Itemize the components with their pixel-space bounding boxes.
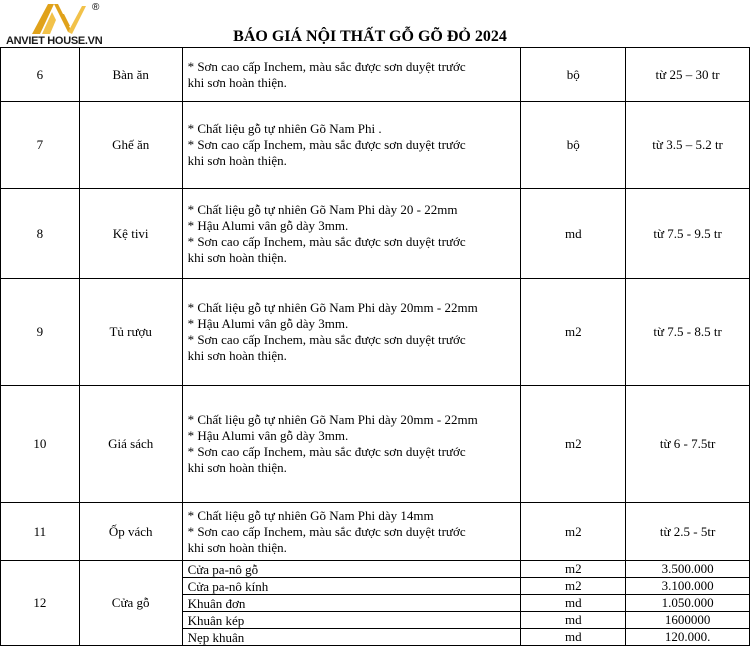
unit-cell: m2: [521, 503, 626, 561]
registered-mark: ®: [92, 2, 100, 13]
description-line: * Chất liệu gỗ tự nhiên Gõ Nam Phi dày 14mm: [187, 507, 434, 523]
logo-text: ANVIET HOUSE.VN: [6, 35, 103, 47]
description-line: khi sơn hoàn thiện.: [187, 348, 287, 363]
product-name: Tủ rượu: [79, 279, 182, 386]
description-line: * Sơn cao cấp Inchem, màu sắc được sơn duyệt trước: [187, 332, 466, 347]
price-cell: 1600000: [626, 612, 750, 629]
description-line: khi sơn hoàn thiện.: [187, 153, 287, 168]
description-line: khi sơn hoàn thiện.: [187, 249, 287, 265]
row-number: 7: [1, 102, 80, 189]
sub-item-description: Khuân kép: [182, 612, 521, 629]
unit-cell: md: [521, 612, 626, 629]
unit-cell: m2: [521, 578, 626, 595]
row-number: 9: [1, 279, 80, 386]
product-name: Kệ tivi: [79, 189, 182, 279]
product-name: Giá sách: [79, 386, 182, 503]
company-logo: [6, 2, 110, 46]
description-line: khi sơn hoàn thiện.: [187, 74, 287, 90]
unit-cell: bộ: [521, 48, 626, 102]
table-row: [1, 561, 750, 578]
price-cell: từ 2.5 - 5tr: [626, 503, 750, 561]
price-table: [0, 47, 750, 646]
unit-cell: md: [521, 595, 626, 612]
description-line: * Chất liệu gỗ tự nhiên Gõ Nam Phi dày 20 - 22mm: [187, 201, 458, 217]
price-cell: 120.000.: [626, 629, 750, 646]
sub-item-description: Cửa pa-nô gỗ: [182, 561, 521, 578]
sub-item-description: Khuân đơn: [182, 595, 521, 612]
description-line: khi sơn hoàn thiện.: [187, 539, 287, 555]
price-cell: 3.100.000: [626, 578, 750, 595]
table-row: [1, 386, 750, 503]
table-row: [1, 279, 750, 386]
description-line: * Sơn cao cấp Inchem, màu sắc được sơn duyệt trước: [187, 58, 466, 74]
price-cell: 3.500.000: [626, 561, 750, 578]
product-description: [182, 279, 521, 386]
price-cell: từ 7.5 - 8.5 tr: [626, 279, 750, 386]
unit-cell: m2: [521, 279, 626, 386]
product-description: [182, 102, 521, 189]
page-header: [0, 0, 750, 47]
logo-mark-icon: [28, 2, 88, 36]
table-row: [1, 503, 750, 561]
table-row: [1, 189, 750, 279]
sub-item-description: Cửa pa-nô kính: [182, 578, 521, 595]
description-line: * Sơn cao cấp Inchem, màu sắc được sơn duyệt trước: [187, 233, 466, 249]
product-description: [182, 503, 521, 561]
price-cell: 1.050.000: [626, 595, 750, 612]
unit-cell: bộ: [521, 102, 626, 189]
description-line: * Hậu Alumi vân gỗ dày 3mm.: [187, 428, 349, 443]
row-number: 8: [1, 189, 80, 279]
product-name: Ốp vách: [79, 503, 182, 561]
unit-cell: md: [521, 629, 626, 646]
table-row: [1, 102, 750, 189]
product-name: Bàn ăn: [79, 48, 182, 102]
table-row: [1, 48, 750, 102]
product-name: Ghế ăn: [79, 102, 182, 189]
price-cell: từ 7.5 - 9.5 tr: [626, 189, 750, 279]
description-line: * Hậu Alumi vân gỗ dày 3mm.: [187, 316, 349, 331]
row-number: 11: [1, 503, 80, 561]
page-title: BÁO GIÁ NỘI THẤT GỖ GÕ ĐỎ 2024: [233, 28, 507, 45]
product-name: Cửa gỗ: [79, 561, 182, 646]
unit-cell: md: [521, 189, 626, 279]
description-line: * Sơn cao cấp Inchem, màu sắc được sơn duyệt trước: [187, 137, 466, 152]
sub-item-description: Nẹp khuân: [182, 629, 521, 646]
row-number: 6: [1, 48, 80, 102]
description-line: * Chất liệu gỗ tự nhiên Gõ Nam Phi dày 20mm - 22mm: [187, 412, 478, 427]
unit-cell: m2: [521, 561, 626, 578]
description-line: * Sơn cao cấp Inchem, màu sắc được sơn duyệt trước: [187, 444, 466, 459]
product-description: [182, 189, 521, 279]
price-cell: từ 25 – 30 tr: [626, 48, 750, 102]
description-line: khi sơn hoàn thiện.: [187, 460, 287, 475]
product-description: [182, 48, 521, 102]
unit-cell: m2: [521, 386, 626, 503]
description-line: * Chất liệu gỗ tự nhiên Gõ Nam Phi dày 20mm - 22mm: [187, 300, 478, 315]
product-description: [182, 386, 521, 503]
description-line: * Sơn cao cấp Inchem, màu sắc được sơn duyệt trước: [187, 523, 466, 539]
price-cell: từ 3.5 – 5.2 tr: [626, 102, 750, 189]
description-line: * Chất liệu gỗ tự nhiên Gõ Nam Phi .: [187, 121, 382, 136]
price-table-wrapper: [0, 47, 750, 646]
row-number: 10: [1, 386, 80, 503]
description-line: * Hậu Alumi vân gỗ dày 3mm.: [187, 217, 349, 233]
price-cell: từ 6 - 7.5tr: [626, 386, 750, 503]
row-number: 12: [1, 561, 80, 646]
